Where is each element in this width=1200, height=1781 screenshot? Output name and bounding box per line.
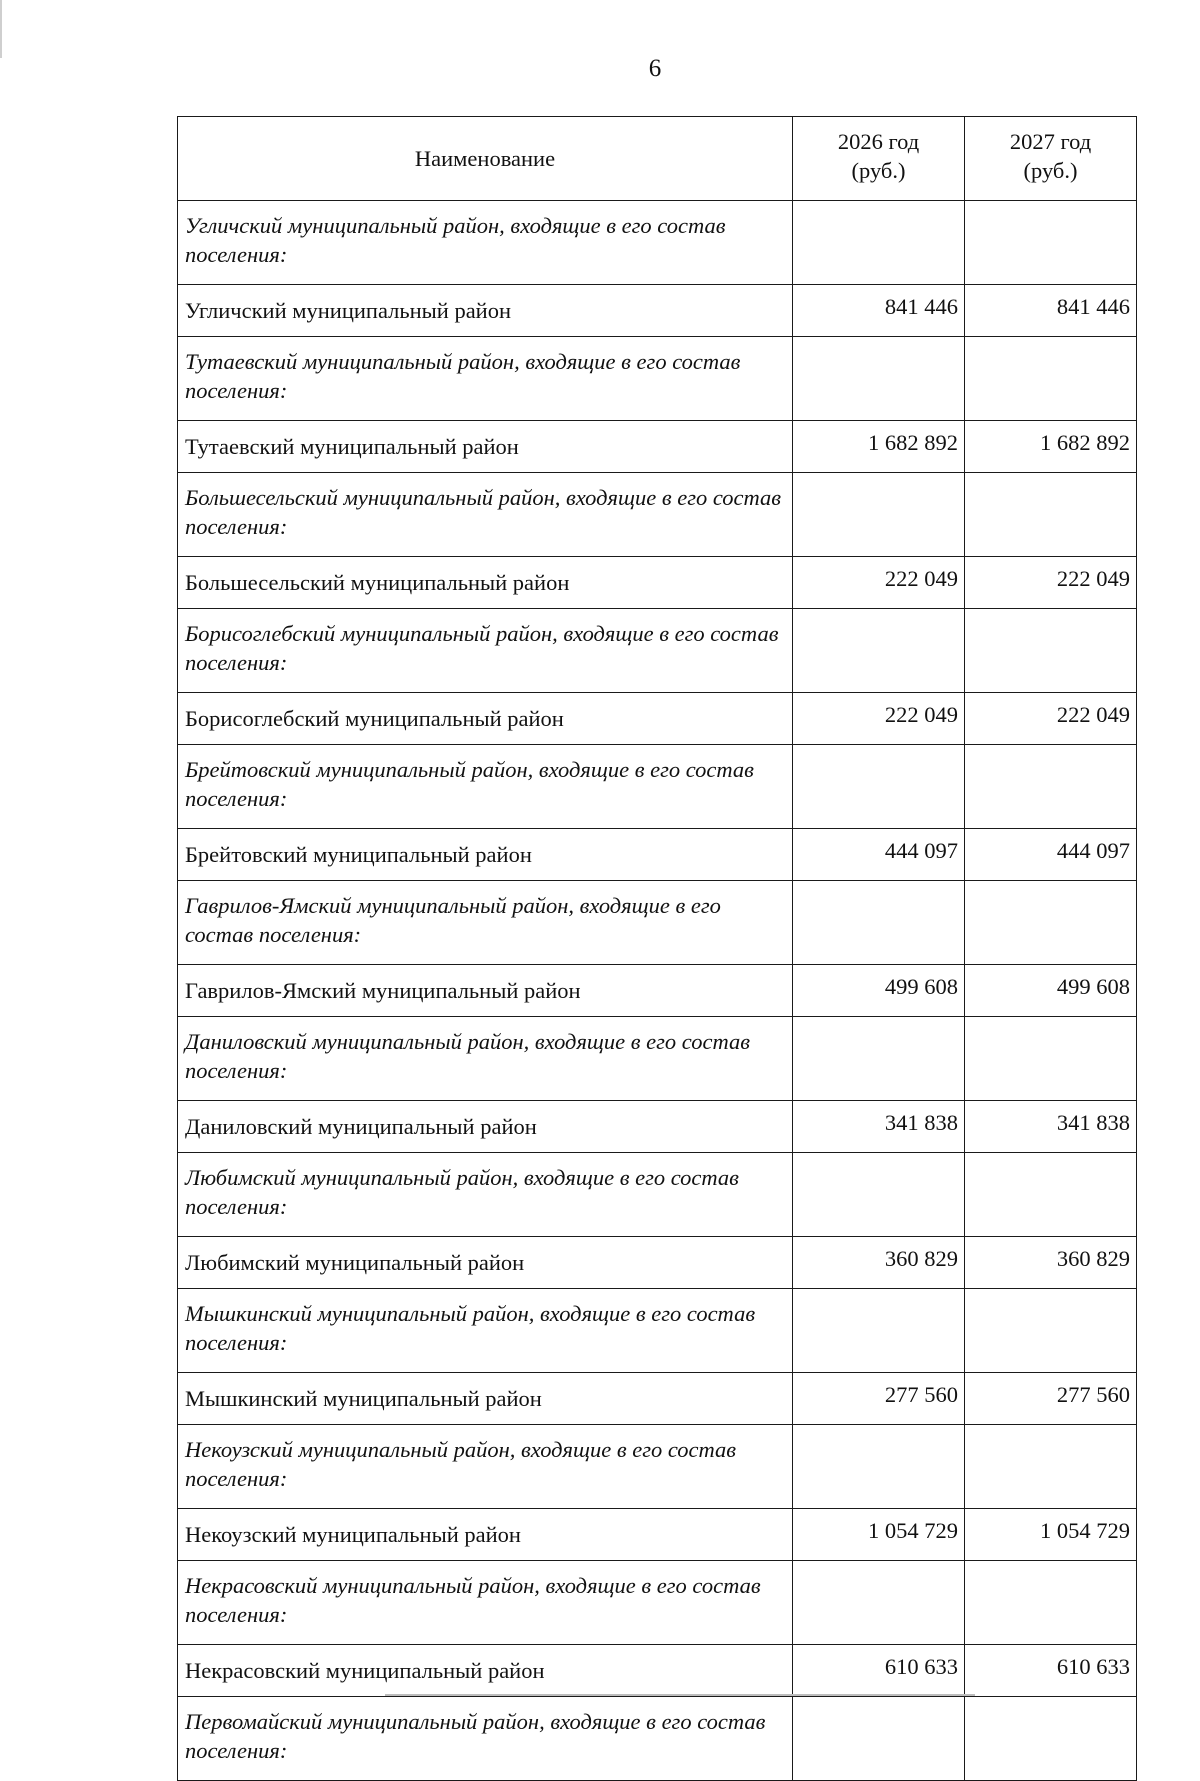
item-label: Любимский муниципальный район (178, 1237, 793, 1289)
header-year-2027-line2: (руб.) (1023, 158, 1078, 183)
table-row-group (178, 201, 1137, 285)
empty-cell (793, 1425, 965, 1509)
table-row-group (178, 1153, 1137, 1237)
item-label: Тутаевский муниципальный район (178, 421, 793, 473)
empty-cell (965, 609, 1137, 693)
page-number: 6 (648, 55, 662, 82)
table-row-item (178, 965, 1137, 1017)
value-2027: 841 446 (965, 285, 1137, 337)
table-row-item (178, 1101, 1137, 1153)
table-row-item (178, 1373, 1137, 1425)
empty-cell (793, 881, 965, 965)
table-row-item (178, 285, 1137, 337)
value-2027: 1 682 892 (965, 421, 1137, 473)
empty-cell (793, 337, 965, 421)
value-2027: 341 838 (965, 1101, 1137, 1153)
group-label: Некоузский муниципальный район, входящие в его состав поселения: (178, 1425, 793, 1509)
value-2026: 222 049 (793, 693, 965, 745)
table-row-item (178, 557, 1137, 609)
item-label: Даниловский муниципальный район (178, 1101, 793, 1153)
group-label: Некрасовский муниципальный район, входящие в его состав поселения: (178, 1561, 793, 1645)
empty-cell (793, 609, 965, 693)
item-label: Борисоглебский муниципальный район (178, 693, 793, 745)
empty-cell (793, 473, 965, 557)
table-row-group (178, 1561, 1137, 1645)
empty-cell (793, 1697, 965, 1781)
footer-rule (385, 1694, 975, 1696)
empty-cell (793, 1289, 965, 1373)
value-2026: 499 608 (793, 965, 965, 1017)
empty-cell (965, 881, 1137, 965)
group-label: Первомайский муниципальный район, входящие в его состав поселения: (178, 1697, 793, 1781)
group-label: Угличский муниципальный район, входящие в его состав поселения: (178, 201, 793, 285)
item-label: Некоузский муниципальный район (178, 1509, 793, 1561)
table-row-item (178, 829, 1137, 881)
value-2026: 1 682 892 (793, 421, 965, 473)
value-2027: 277 560 (965, 1373, 1137, 1425)
table-row-group (178, 1425, 1137, 1509)
table-row-group (178, 1017, 1137, 1101)
group-label: Тутаевский муниципальный район, входящие в его состав поселения: (178, 337, 793, 421)
group-label: Борисоглебский муниципальный район, входящие в его состав поселения: (178, 609, 793, 693)
value-2027: 360 829 (965, 1237, 1137, 1289)
table-row-group (178, 1697, 1137, 1781)
table-row-group (178, 337, 1137, 421)
item-label: Брейтовский муниципальный район (178, 829, 793, 881)
empty-cell (965, 1697, 1137, 1781)
empty-cell (793, 1153, 965, 1237)
header-year-2026-line1: 2026 год (837, 129, 920, 154)
header-year-2027-line1: 2027 год (1009, 129, 1092, 154)
value-2026: 1 054 729 (793, 1509, 965, 1561)
group-label: Даниловский муниципальный район, входящие в его состав поселения: (178, 1017, 793, 1101)
empty-cell (793, 201, 965, 285)
value-2026: 841 446 (793, 285, 965, 337)
value-2026: 360 829 (793, 1237, 965, 1289)
table-row-item (178, 1645, 1137, 1697)
header-year-2027 (965, 117, 1137, 201)
value-2026: 222 049 (793, 557, 965, 609)
table-header-row (178, 117, 1137, 201)
group-label: Любимский муниципальный район, входящие в его состав поселения: (178, 1153, 793, 1237)
group-label: Брейтовский муниципальный район, входящие в его состав поселения: (178, 745, 793, 829)
value-2027: 222 049 (965, 693, 1137, 745)
budget-table (177, 116, 1137, 1781)
table-row-group (178, 881, 1137, 965)
header-year-2026-line2: (руб.) (851, 158, 906, 183)
table-row-group (178, 1289, 1137, 1373)
empty-cell (965, 1561, 1137, 1645)
header-year-2026 (793, 117, 965, 201)
item-label: Большесельский муниципальный район (178, 557, 793, 609)
item-label: Мышкинский муниципальный район (178, 1373, 793, 1425)
empty-cell (965, 1017, 1137, 1101)
group-label: Гаврилов-Ямский муниципальный район, входящие в его состав поселения: (178, 881, 793, 965)
empty-cell (965, 1153, 1137, 1237)
value-2027: 444 097 (965, 829, 1137, 881)
group-label: Мышкинский муниципальный район, входящие в его состав поселения: (178, 1289, 793, 1373)
value-2027: 1 054 729 (965, 1509, 1137, 1561)
scan-edge (0, 0, 2, 58)
table-row-group (178, 473, 1137, 557)
empty-cell (793, 1561, 965, 1645)
empty-cell (965, 1289, 1137, 1373)
header-name: Наименование (178, 117, 793, 201)
empty-cell (793, 745, 965, 829)
table-row-group (178, 609, 1137, 693)
table-row-group (178, 745, 1137, 829)
item-label: Угличский муниципальный район (178, 285, 793, 337)
table-row-item (178, 1509, 1137, 1561)
value-2026: 341 838 (793, 1101, 965, 1153)
group-label: Большесельский муниципальный район, входящие в его состав поселения: (178, 473, 793, 557)
empty-cell (965, 201, 1137, 285)
value-2026: 444 097 (793, 829, 965, 881)
value-2027: 499 608 (965, 965, 1137, 1017)
value-2026: 610 633 (793, 1645, 965, 1697)
table-row-item (178, 421, 1137, 473)
table-row-item (178, 1237, 1137, 1289)
value-2027: 222 049 (965, 557, 1137, 609)
item-label: Некрасовский муниципальный район (178, 1645, 793, 1697)
value-2026: 277 560 (793, 1373, 965, 1425)
empty-cell (965, 1425, 1137, 1509)
empty-cell (965, 337, 1137, 421)
table-row-item (178, 693, 1137, 745)
empty-cell (965, 745, 1137, 829)
empty-cell (793, 1017, 965, 1101)
item-label: Гаврилов-Ямский муниципальный район (178, 965, 793, 1017)
value-2027: 610 633 (965, 1645, 1137, 1697)
empty-cell (965, 473, 1137, 557)
